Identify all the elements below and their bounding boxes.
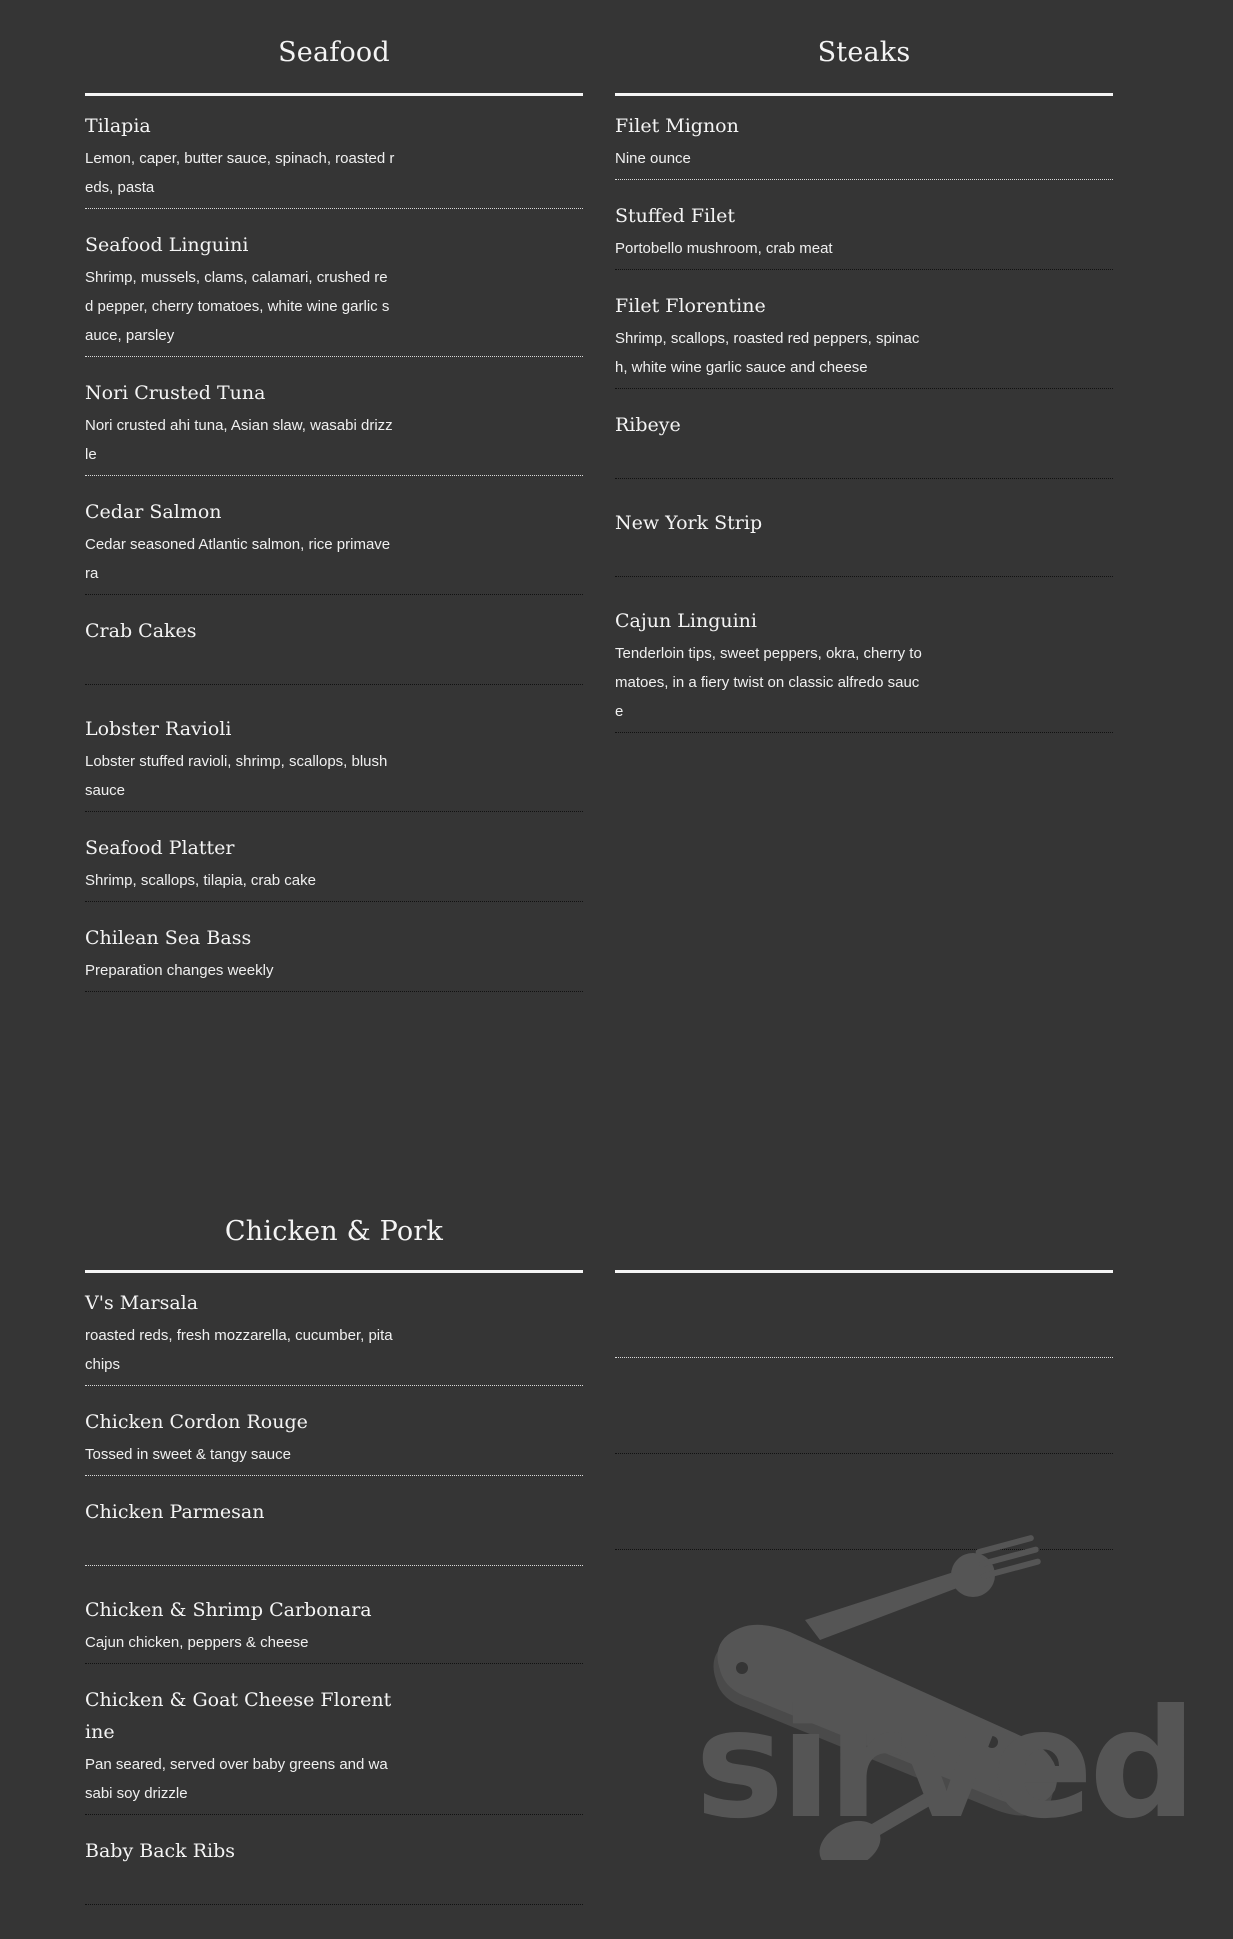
menu-item [85,110,583,209]
item-divider [85,901,583,902]
item-divider [85,208,583,209]
item-divider [615,478,1113,479]
menu-item [85,1594,583,1664]
menu-item [615,409,1113,479]
item-title: Chicken & Shrimp Carbonara [85,1599,372,1621]
item-divider [85,811,583,812]
item-divider [615,269,1113,270]
item-title: V's Marsala [85,1292,199,1314]
section-title: Chicken & Pork [224,1216,444,1247]
section-divider [85,93,583,96]
item-description: Preparation changes weekly [85,962,274,979]
menu-item [85,832,583,902]
item-description: Tossed in sweet & tangy sauce [85,1446,291,1463]
item-title: Cedar Salmon [85,501,222,523]
sirved-wordmark: sirved [695,1678,1193,1852]
item-divider [85,1475,583,1476]
item-title: Chilean Sea Bass [85,927,252,949]
item-description: roasted reds, fresh mozzarella, cucumber, pita chips [85,1327,393,1373]
item-divider [615,179,1113,180]
item-divider [85,594,583,595]
menu-item [615,605,1113,733]
item-title: Seafood Linguini [85,234,249,256]
section-title: Seafood [278,37,390,68]
item-title: Nori Crusted Tuna [85,382,266,404]
item-title: Seafood Platter [85,837,235,859]
section-chicken-pork [85,1204,583,1925]
item-divider [85,1565,583,1566]
item-divider [85,991,583,992]
section-divider [615,93,1113,96]
item-title: Filet Florentine [615,295,766,317]
item-divider [85,1904,583,1905]
item-title: Chicken Parmesan [85,1501,265,1523]
item-description [85,1530,395,1559]
menu-item [85,229,583,357]
menu-item [85,1496,583,1566]
section-title: Steaks [817,37,911,68]
item-description: Cajun chicken, peppers & cheese [85,1634,309,1651]
item-title: Cajun Linguini [615,610,757,632]
menu-item [85,496,583,595]
section-divider [615,1270,1113,1273]
menu-item [85,1406,583,1476]
menu-item [85,1684,583,1815]
item-divider [85,475,583,476]
item-description: Shrimp, mussels, clams, calamari, crushed red pepper, cherry tomatoes, white wine garlic sauce, parsley [85,269,390,344]
section-title [615,1204,1113,1260]
item-divider [85,1814,583,1815]
item-divider [85,1385,583,1386]
item-title: Filet Mignon [615,115,739,137]
item-description: Shrimp, scallops, tilapia, crab cake [85,872,316,889]
item-description: Nori crusted ahi tuna, Asian slaw, wasabi drizzle [85,417,393,463]
menu-item-empty [615,1287,1113,1358]
menu-item [85,1835,583,1905]
menu-item [615,290,1113,389]
item-title: Chicken & Goat Cheese Florentine [85,1689,392,1743]
item-divider [85,356,583,357]
menu-item [85,377,583,476]
menu-item [85,1287,583,1386]
item-title: Ribeye [615,414,681,436]
item-title: Baby Back Ribs [85,1840,236,1862]
item-description: Portobello mushroom, crab meat [615,240,833,257]
item-description: Cedar seasoned Atlantic salmon, rice primavera [85,536,391,582]
item-divider [615,576,1113,577]
item-description: Nine ounce [615,150,691,167]
menu-item [85,713,583,812]
item-divider [615,388,1113,389]
menu-item [615,110,1113,180]
section-steaks [615,25,1113,753]
item-description: Tenderloin tips, sweet peppers, okra, cherry tomatoes, in a fiery twist on classic alfredo sauce [615,645,922,720]
item-title: Lobster Ravioli [85,718,232,740]
item-description [615,541,925,570]
item-description: Lobster stuffed ravioli, shrimp, scallops, blush sauce [85,753,388,799]
menu-item [85,615,583,685]
item-divider [615,732,1113,733]
item-description [85,1869,395,1898]
item-description [85,649,395,678]
item-description: Shrimp, scallops, roasted red peppers, spinach, white wine garlic sauce and cheese [615,330,920,376]
item-title: Stuffed Filet [615,205,736,227]
item-description: Lemon, caper, butter sauce, spinach, roasted reds, pasta [85,150,395,196]
menu-item [615,507,1113,577]
section-divider [85,1270,583,1273]
item-description [615,443,925,472]
menu-item [85,922,583,992]
item-title: Chicken Cordon Rouge [85,1411,308,1433]
section-seafood [85,25,583,1012]
item-description: Pan seared, served over baby greens and wasabi soy drizzle [85,1756,388,1802]
menu-item [615,200,1113,270]
item-divider [85,1663,583,1664]
item-title: Crab Cakes [85,620,197,642]
item-title: Tilapia [85,115,151,137]
item-divider [85,684,583,685]
item-title: New York Strip [615,512,763,534]
